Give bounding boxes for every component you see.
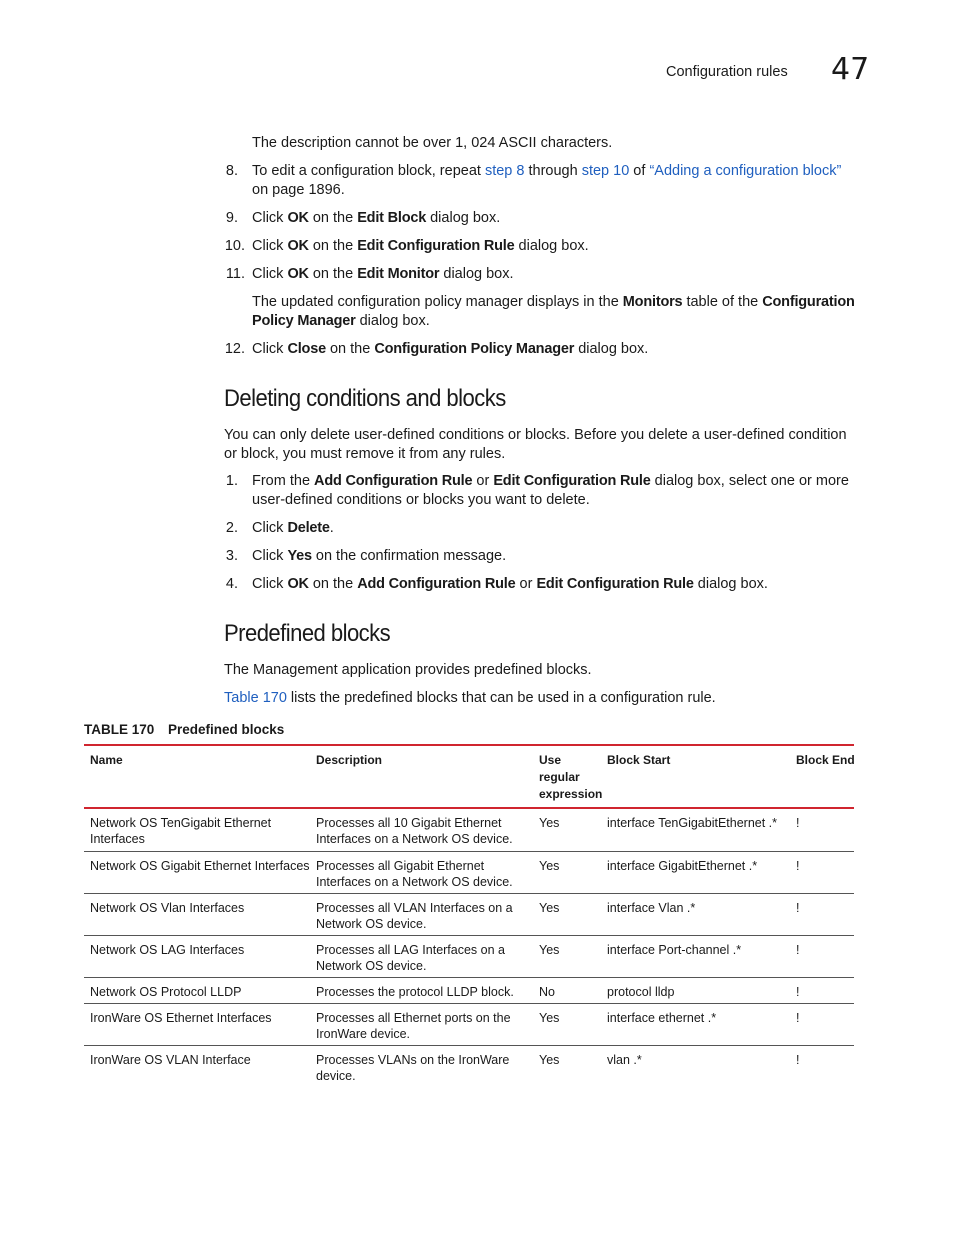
cell-name: Network OS Protocol LLDP — [90, 985, 242, 999]
cell-name: Network OS Vlan Interfaces — [90, 901, 245, 915]
cell-block-start: vlan .* — [607, 1053, 642, 1067]
step-9-text: Click OK on the Edit Block dialog box. — [252, 210, 501, 226]
delete-step-4-text: Click OK on the Add Configuration Rule or Edit Configuration Rule dialog box. — [252, 576, 768, 592]
column-header-block-start: Block Start — [607, 753, 671, 767]
step-11-result-note: The updated configuration policy manager displays in the Monitors table of the Configuration Policy Manager dialog box. — [252, 294, 855, 329]
cell-description: Processes all LAG Interfaces on a Network OS device. — [316, 943, 505, 973]
delete-step-2-text: Click Delete. — [252, 520, 334, 536]
column-header-name: Name — [90, 753, 123, 767]
cell-block-end: ! — [796, 943, 800, 957]
table-row — [84, 1004, 854, 1046]
cell-block-start: protocol lldp — [607, 985, 675, 999]
step-10-text: Click OK on the Edit Configuration Rule dialog box. — [252, 238, 589, 254]
cell-use-regex: No — [539, 985, 555, 999]
cell-block-start: interface GigabitEthernet .* — [607, 859, 758, 873]
step-10-link[interactable]: step 10 — [581, 163, 630, 179]
cell-description: Processes all Gigabit Ethernet Interfaces on a Network OS device. — [316, 859, 513, 889]
cell-use-regex: Yes — [539, 816, 560, 830]
cell-use-regex: Yes — [539, 943, 560, 957]
step-12-text: Click Close on the Configuration Policy Manager dialog box. — [252, 341, 649, 357]
step-11-text: Click OK on the Edit Monitor dialog box. — [252, 266, 514, 282]
cell-description: Processes the protocol LLDP block. — [316, 985, 514, 999]
cell-description: Processes all 10 Gigabit Ethernet Interfaces on a Network OS device. — [316, 816, 513, 846]
cell-block-end: ! — [796, 859, 800, 873]
delete-step-1-text: From the Add Configuration Rule or Edit Configuration Rule dialog box, select one or more user-defined conditions or blocks you want to delete. — [252, 473, 849, 508]
cell-block-end: ! — [796, 901, 800, 915]
cell-description: Processes all VLAN Interfaces on a Network OS device. — [316, 901, 513, 931]
column-header-block-end: Block End — [796, 753, 855, 767]
step-number: 9. — [225, 210, 238, 226]
table-row — [84, 936, 854, 978]
step-number: 12. — [224, 341, 245, 357]
description-limit-note: The description cannot be over 1, 024 ASCII characters. — [252, 135, 613, 151]
cell-block-start: interface TenGigabitEthernet .* — [607, 816, 778, 830]
cell-block-end: ! — [796, 1011, 800, 1025]
predefined-intro-paragraph: The Management application provides predefined blocks. — [224, 662, 592, 678]
table-row — [84, 894, 854, 936]
cell-block-start: interface ethernet .* — [607, 1011, 717, 1025]
cell-description: Processes VLANs on the IronWare device. — [316, 1053, 510, 1083]
step-number: 8. — [225, 163, 238, 179]
cell-description: Processes all Ethernet ports on the IronWare device. — [316, 1011, 511, 1041]
adding-configuration-block-link[interactable]: “Adding a configuration block” — [649, 163, 842, 179]
step-number: 10. — [224, 238, 245, 254]
section-heading-predefined: Predefined blocks — [224, 620, 391, 647]
column-header-use-regex: Use regular expression — [539, 753, 603, 801]
running-header-title: Configuration rules — [666, 64, 788, 80]
table-header-row — [84, 746, 854, 809]
cell-name: Network OS LAG Interfaces — [90, 943, 245, 957]
cell-name: Network OS TenGigabit Ethernet Interfaces — [90, 816, 272, 846]
table-row — [84, 852, 854, 894]
cell-use-regex: Yes — [539, 859, 560, 873]
table-caption-title: Predefined blocks — [168, 722, 285, 737]
cell-use-regex: Yes — [539, 901, 560, 915]
column-header-description: Description — [316, 753, 383, 767]
step-8-text: To edit a configuration block, repeat step 8 through step 10 of “Adding a configuration block” on page 1896. — [252, 163, 842, 198]
step-number: 3. — [225, 548, 238, 564]
predefined-blocks-table — [84, 744, 854, 1088]
step-8-link[interactable]: step 8 — [484, 163, 525, 179]
cell-block-end: ! — [796, 1053, 800, 1067]
cell-name: IronWare OS Ethernet Interfaces — [90, 1011, 272, 1025]
section-heading-deleting: Deleting conditions and blocks — [224, 385, 506, 412]
cell-use-regex: Yes — [539, 1053, 560, 1067]
table-170-link[interactable]: Table 170 — [224, 690, 287, 706]
delete-step-3-text: Click Yes on the confirmation message. — [252, 548, 507, 564]
table-row — [84, 1046, 854, 1088]
table-reference-paragraph: Table 170 lists the predefined blocks that can be used in a configuration rule. — [224, 690, 716, 706]
cell-block-end: ! — [796, 816, 800, 830]
step-number: 11. — [225, 266, 245, 282]
cell-block-end: ! — [796, 985, 800, 999]
cell-block-start: interface Port-channel .* — [607, 943, 742, 957]
step-number: 4. — [225, 576, 238, 592]
deleting-intro-paragraph: You can only delete user-defined conditions or blocks. Before you delete a user-defined condition or block, you must remove it from any rules. — [224, 427, 847, 462]
chapter-number: 47 — [831, 52, 870, 87]
cell-name: Network OS Gigabit Ethernet Interfaces — [90, 859, 310, 873]
table-caption-label: TABLE 170 — [84, 722, 155, 737]
cell-block-start: interface Vlan .* — [607, 901, 696, 915]
table-row — [84, 978, 854, 1004]
cell-use-regex: Yes — [539, 1011, 560, 1025]
table-row — [84, 809, 854, 852]
step-number: 2. — [225, 520, 238, 536]
step-number: 1. — [225, 473, 238, 489]
cell-name: IronWare OS VLAN Interface — [90, 1053, 251, 1067]
